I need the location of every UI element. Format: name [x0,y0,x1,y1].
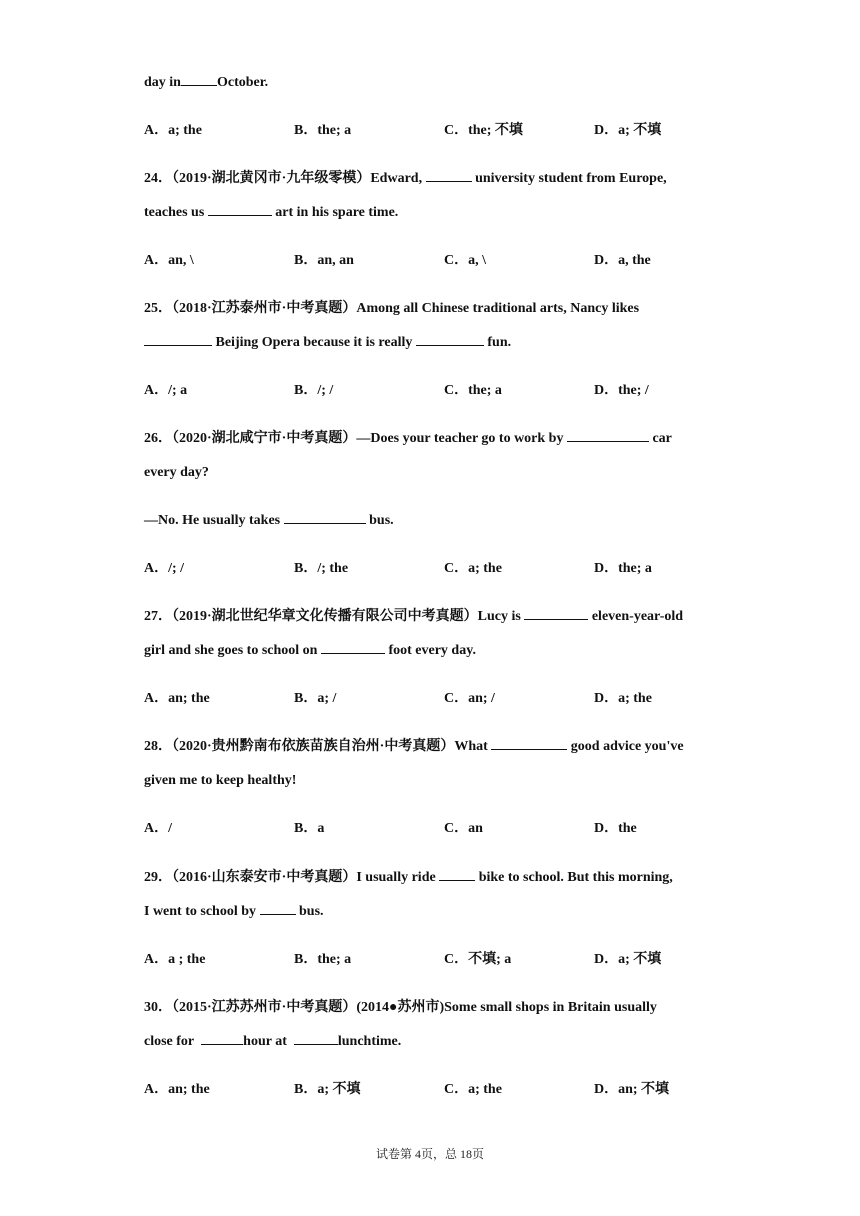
answer-blank [208,203,272,216]
option-b[interactable]: B．a; 不填 [294,1082,361,1097]
option-d[interactable]: D．a; 不填 [594,123,662,138]
answer-blank [260,902,296,915]
option-c[interactable]: C．the; 不填 [444,123,523,138]
question-27-continuation [144,641,476,661]
question-text: bus. [299,904,324,919]
option-a[interactable]: A．/; / [144,561,185,576]
question-text: 30．（2015·江苏苏州市·中考真题）(2014●苏州市)Some small shops in Britain usually [144,1000,657,1015]
question-28-stem [144,737,684,757]
question-text: bus. [369,513,394,528]
question-24-continuation [144,203,398,223]
answer-blank [567,429,649,442]
question-text: 29．（2016·山东泰安市·中考真题）I usually ride [144,870,436,885]
option-d[interactable]: D．the; a [594,561,652,576]
option-a[interactable]: A．a ; the [144,952,206,967]
option-b[interactable]: B．the; a [294,952,352,967]
question-26-stem [144,429,672,449]
option-b[interactable]: B．/; / [294,383,334,398]
question-text: 25．（2018·江苏泰州市·中考真题）Among all Chinese traditional arts, Nancy likes [144,301,640,316]
question-text: good advice you've [570,739,684,754]
option-a[interactable]: A．an, \ [144,253,194,268]
option-c[interactable]: C．a; the [444,561,502,576]
question-text: 24．（2019·湖北黄冈市·九年级零模）Edward, [144,171,423,186]
option-a[interactable]: A．an; the [144,691,210,706]
question-text: day in [144,75,181,90]
answer-blank [426,169,472,182]
question-text: 26．（2020·湖北咸宁市·中考真题）—Does your teacher go to work by [144,431,564,446]
question-text: 28．（2020·贵州黔南布依族苗族自治州·中考真题）What [144,739,488,754]
option-a[interactable]: A．/ [144,821,172,836]
answer-blank [439,868,475,881]
question-text: university student from Europe, [475,171,667,186]
option-b[interactable]: B．/; the [294,561,349,576]
question-text: teaches us [144,205,205,220]
question-text: 27．（2019·湖北世纪华章文化传播有限公司中考真题）Lucy is [144,609,521,624]
question-28-continuation [144,771,296,791]
question-text: car [652,431,672,446]
question-25-stem [144,299,639,319]
question-text: I went to school by [144,904,257,919]
option-b[interactable]: B．a [294,821,325,836]
option-d[interactable]: D．a; 不填 [594,952,662,967]
option-c[interactable]: C．a, \ [444,253,486,268]
answer-blank [201,1032,243,1045]
option-d[interactable]: D．a; the [594,691,652,706]
answer-blank [416,333,484,346]
answer-blank [524,607,588,620]
answer-blank [321,641,385,654]
question-27-stem [144,607,683,627]
question-text: every day? [144,465,209,480]
question-text: given me to keep healthy! [144,773,297,788]
question-text: bike to school. But this morning, [478,870,673,885]
option-b[interactable]: B．an, an [294,253,354,268]
answer-blank [284,511,366,524]
answer-blank [294,1032,338,1045]
question-26-reply [144,511,394,531]
question-23-continuation [144,73,268,93]
question-text: —No. He usually takes [144,513,281,528]
option-d[interactable]: D．an; 不填 [594,1082,670,1097]
option-b[interactable]: B．a; / [294,691,337,706]
question-text: Beijing Opera because it is really [215,335,413,350]
option-c[interactable]: C．the; a [444,383,502,398]
question-25-continuation [144,333,511,353]
question-26-continuation [144,463,209,483]
question-text: hour at [243,1034,287,1049]
question-29-stem [144,868,673,888]
question-30-stem [144,998,657,1018]
option-c[interactable]: C．an [444,821,483,836]
answer-blank [181,73,217,86]
page-footer: 试卷第 4页，总 18页 [375,1147,484,1161]
option-a[interactable]: A．an; the [144,1082,210,1097]
question-text: October. [216,75,269,90]
question-text: foot every day. [388,643,476,658]
option-c[interactable]: C．不填; a [444,952,512,967]
option-d[interactable]: D．a, the [594,253,651,268]
question-text: lunchtime. [337,1034,402,1049]
question-text: fun. [487,335,512,350]
question-text: girl and she goes to school on [144,643,318,658]
answer-blank [144,333,212,346]
option-a[interactable]: A．/; a [144,383,188,398]
question-29-continuation [144,902,324,922]
question-text: art in his spare time. [275,205,399,220]
answer-blank [491,737,567,750]
question-30-continuation [144,1032,401,1052]
option-d[interactable]: D．the; / [594,383,649,398]
question-text: close for [144,1034,195,1049]
question-text: eleven-year-old [591,609,684,624]
option-c[interactable]: C．an; / [444,691,495,706]
question-24-stem [144,169,667,189]
option-c[interactable]: C．a; the [444,1082,502,1097]
option-a[interactable]: A．a; the [144,123,202,138]
option-d[interactable]: D．the [594,821,637,836]
option-b[interactable]: B．the; a [294,123,352,138]
